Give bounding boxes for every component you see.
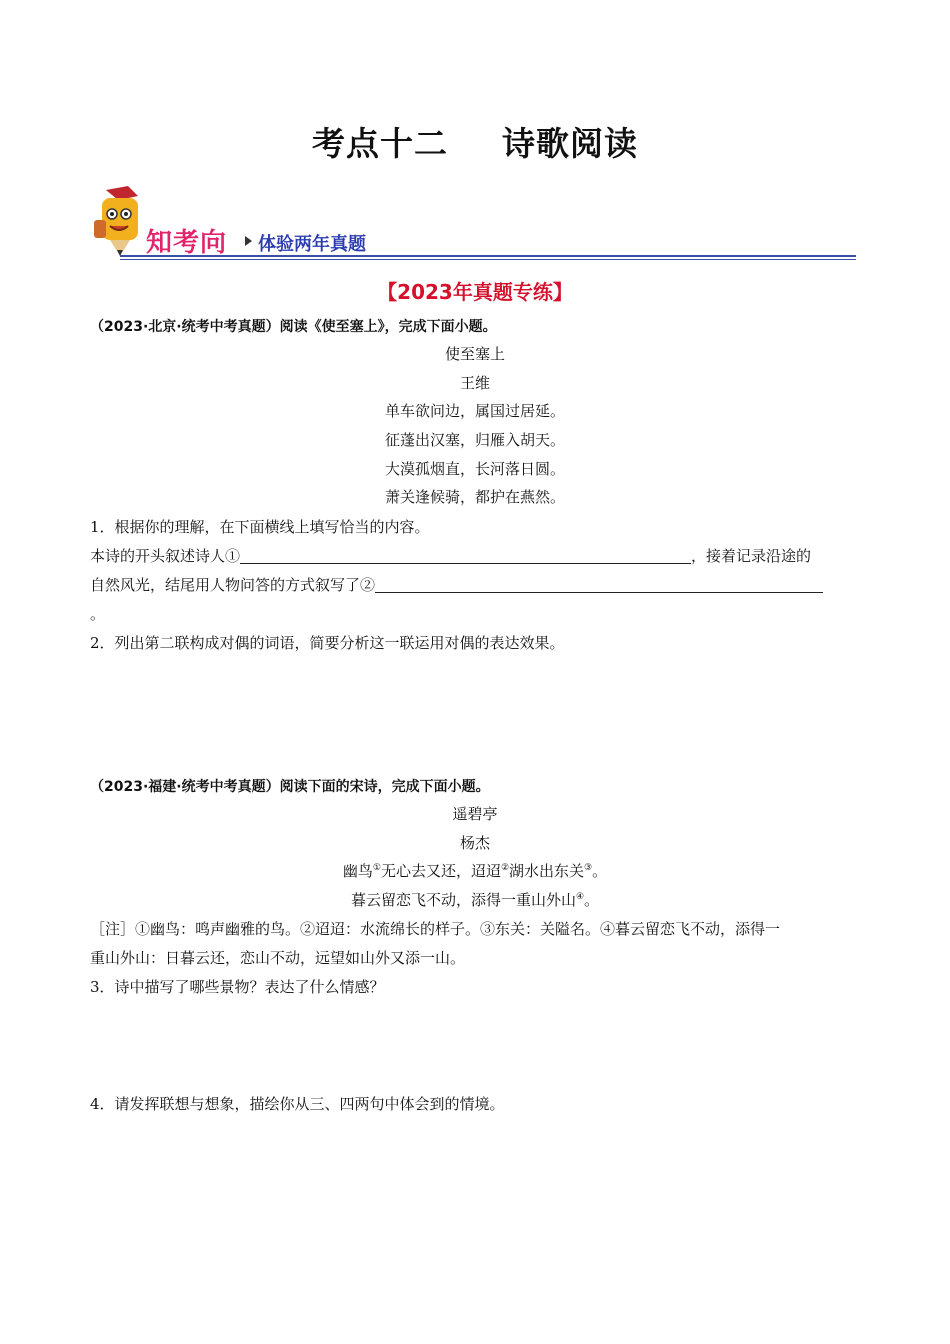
poem-2-line [0,889,950,910]
poem-1-line: 单车欲问边，属国过居延。 [384,402,565,420]
q-set-2-intro: （2023·福建·统考中考真题）阅读下面的宋诗，完成下面小题。 [90,779,490,795]
section-heading: 【2023年真题专练】 [377,280,573,304]
poem-1-author: 王维 [459,374,490,392]
q1-text-c: 自然风光，结尾用人物问答的方式叙写了② [90,576,376,594]
question-3: 3．诗中描写了哪些景物？表达了什么情感？ [90,978,385,996]
poem-2-line-1-b: 无心去又还，迢迢 [380,862,501,880]
poem-2-note-cont: 重山外山：日暮云还，恋山不动，远望如山外又添一山。 [90,949,466,967]
poem-2-note: ［注］①幽鸟：鸣声幽雅的鸟。②迢迢：水流绵长的样子。③东关：关隘名。④暮云留恋飞不动，添得一 [90,920,781,938]
triangle-right-icon [245,236,252,246]
footnote-mark: ② [500,863,510,873]
question-1: 1．根据你的理解，在下面横线上填写恰当的内容。 [90,518,430,536]
poem-1-line: 大漠孤烟直，长河落日圆。 [384,460,565,478]
poem-2-line-2-a: 暮云留恋飞不动，添得一重山外山 [350,891,576,909]
question-1-line-2 [90,574,823,595]
poem-2-line-1-c: 湖水出东关 [509,862,585,880]
poem-1-line: 萧关逢候骑，都护在燕然。 [384,488,565,506]
footnote-mark: ④ [575,892,585,902]
banner-sub-label: 体验两年真题 [258,234,366,255]
poem-2-title: 遥碧亭 [452,805,498,823]
poem-1-line: 征蓬出汉塞，归雁入胡天。 [384,431,565,449]
title-part2: 诗歌阅读 [502,124,638,163]
poem-2-line [0,860,950,881]
banner-rule [120,255,856,257]
q-set-1-intro: （2023·北京·统考中考真题）阅读《使至塞上》，完成下面小题。 [90,319,497,335]
footnote-mark: ③ [584,863,593,873]
poem-2-line-2-d: 。 [584,891,600,909]
question-1-line-3: 。 [90,605,106,623]
banner-rule-thin [120,259,856,260]
question-4: 4．请发挥联想与想象，描绘你从三、四两句中体会到的情境。 [90,1095,505,1113]
q1-text-b: ，接着记录沿途的 [691,547,812,565]
question-1-line-1 [90,545,811,566]
pencil-mascot-icon [88,184,150,260]
poem-1-title: 使至塞上 [444,345,505,363]
footnote-mark: ① [372,863,381,873]
question-2: 2．列出第二联构成对偶的词语，简要分析这一联运用对偶的表达效果。 [90,634,565,652]
poem-2-line-1-a: 幽鸟 [342,862,373,880]
answer-blank-1[interactable] [240,546,691,564]
banner-main-label: 知考向 [146,228,228,258]
title-part1: 考点十二 [312,124,448,163]
q1-text-a: 本诗的开头叙述诗人① [90,547,241,565]
poem-2-author: 杨杰 [459,834,490,852]
answer-blank-2[interactable] [375,575,823,593]
page-title [0,118,950,165]
poem-2-line-1-d: 。 [592,862,608,880]
